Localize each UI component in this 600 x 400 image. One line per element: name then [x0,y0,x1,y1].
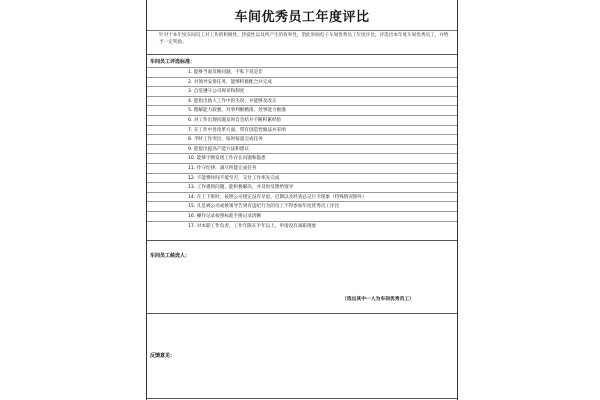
standard-item: 14. 在上下班时，按照公司规定没有早退，近期以及经查总记行卡现象（特殊情况除外） [147,192,457,202]
standard-item: 8. 平时工作突出，按时按量完成任务 [147,134,457,144]
standard-item: 3. 自觉遵守公司规章和制度 [147,86,457,96]
standard-item: 4. 能指出他人工作中的失误，并能够及改正 [147,96,457,106]
standard-item: 6. 对工作出现问题及时自会结并不断积累经验 [147,115,457,125]
standard-item: 2. 对领导安排任务，能够积极配合并完成 [147,77,457,87]
selection-note: （选出其中一人为车间优秀员工） [342,297,414,302]
standard-item: 7. 在工作中善改革方面，带有创造性做法并采纳 [147,125,457,135]
standard-item: 17. 对本职工作负责，工作年限在半年以上，申请没有离职现象 [147,221,457,231]
standard-item: 11. 作守纪律，减尽所能完成任务 [147,163,457,173]
section-divider [147,240,457,241]
standard-item: 5. 理解能力较强，对事判断精准，处事能力极强 [147,105,457,115]
standard-item: 9. 能提出提高产能方法和建议 [147,144,457,154]
standard-item: 1. 能够当面反映问题，不私下说是非 [147,67,457,77]
standard-item: 16. 操作记录按照标准手册记录清晰 [147,211,457,221]
page-title: 车间优秀员工年度评比 [147,0,457,31]
standards-list [147,67,457,230]
feedback-label: 反馈意见： [150,353,176,359]
section-divider [147,313,457,314]
standard-item: 10. 能够不断发现工作存在问题和隐患 [147,153,457,163]
candidates-label: 车间员工候选人： [150,253,191,259]
standard-item: 12. 不能费时间不抵至否，交付工作率先完成 [147,173,457,183]
evaluation-sheet [146,0,458,400]
standards-label: 车间员工评选标准： [150,59,196,65]
section-divider [147,398,457,399]
standard-item: 13. 工作遇到问题，能积极解决，并及时反馈给领导 [147,182,457,192]
intro-paragraph: 针对于本年度车间员工对工作的积极性、热爱性以及所产生的效率性，望此举励电子车间优秀员工年度评比，评选出本年度车间优秀员工，并给予一定奖励。 [147,30,457,55]
standard-item: 15. 凡是被公司或被领导告到有违纪行为的员工不得参加年度优秀员工评比 [147,201,457,211]
